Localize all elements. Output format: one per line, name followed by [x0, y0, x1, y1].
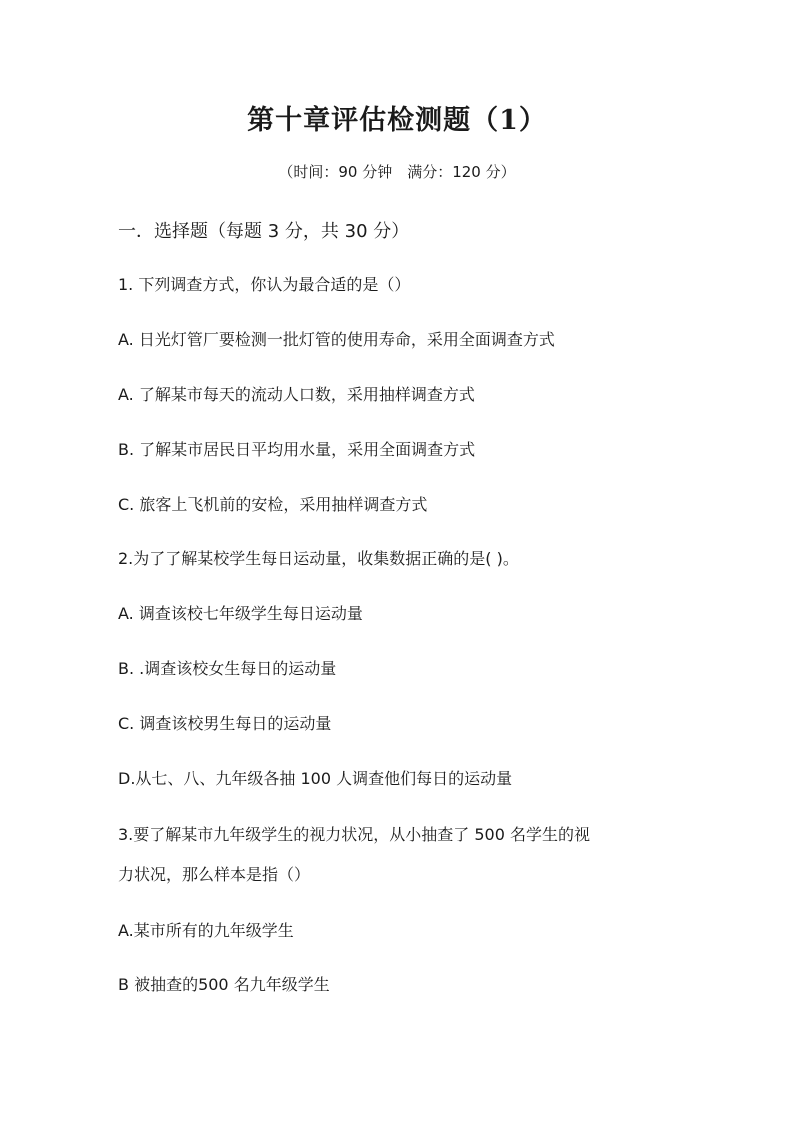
question-3-continued: 力状况，那么样本是指（）	[118, 865, 311, 884]
section-heading: 一．选择题（每题 3 分，共 30 分）	[118, 221, 410, 242]
question-1: 1. 下列调查方式，你认为最合适的是（）	[118, 275, 411, 294]
page-title: 第十章评估检测题（1）	[247, 105, 547, 136]
question-3-option: A.某市所有的九年级学生	[118, 921, 294, 940]
question-2: 2.为了了解某校学生每日运动量，收集数据正确的是( )。	[118, 549, 519, 568]
question-1-option: A. 日光灯管厂要检测一批灯管的使用寿命，采用全面调查方式	[118, 330, 555, 349]
question-3: 3.要了解某市九年级学生的视力状况，从小抽查了 500 名学生的视	[118, 825, 590, 844]
question-1-option: A. 了解某市每天的流动人口数，采用抽样调查方式	[118, 385, 475, 404]
question-3-option: B 被抽查的500 名九年级学生	[118, 975, 330, 994]
exam-info: （时间：90 分钟 满分：120 分）	[278, 163, 516, 181]
question-2-option: D.从七、八、九年级各抽 100 人调查他们每日的运动量	[118, 769, 513, 788]
question-1-option: C. 旅客上飞机前的安检，采用抽样调查方式	[118, 495, 428, 514]
question-2-option: C. 调查该校男生每日的运动量	[118, 714, 332, 733]
question-2-option: A. 调查该校七年级学生每日运动量	[118, 604, 363, 623]
question-1-option: B. 了解某市居民日平均用水量，采用全面调查方式	[118, 440, 476, 459]
question-2-option: B. .调查该校女生每日的运动量	[118, 659, 337, 678]
